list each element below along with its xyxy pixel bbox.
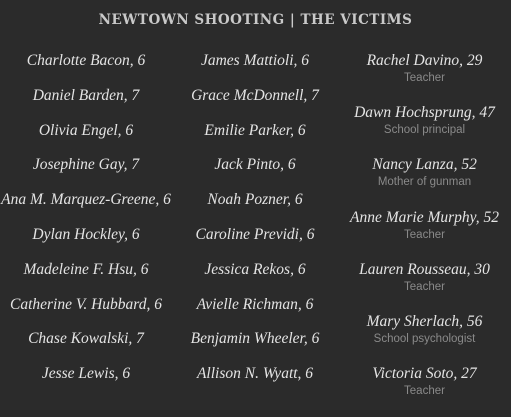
list-item bbox=[172, 156, 338, 191]
list-item bbox=[0, 52, 172, 87]
list-item bbox=[0, 261, 172, 296]
victim-name: Chase Kowalski, 7 bbox=[28, 330, 144, 348]
victim-name: Emilie Parker, 6 bbox=[204, 121, 306, 139]
list-item bbox=[0, 122, 172, 157]
victim-role: Teacher bbox=[404, 72, 445, 84]
list-item bbox=[338, 104, 511, 156]
list-item bbox=[172, 261, 338, 296]
list-item bbox=[338, 52, 511, 104]
victim-role: School psychologist bbox=[373, 332, 476, 345]
victim-name: Allison N. Wyatt, 6 bbox=[196, 365, 314, 383]
victim-name: Jack Pinto, 6 bbox=[214, 156, 296, 174]
list-item bbox=[0, 191, 172, 226]
victim-name: Jessica Rekos, 6 bbox=[204, 260, 306, 278]
victim-name: Grace McDonnell, 7 bbox=[191, 86, 319, 104]
list-item bbox=[172, 296, 338, 331]
list-item bbox=[0, 87, 172, 122]
list-item bbox=[172, 330, 338, 365]
list-item bbox=[338, 313, 511, 365]
list-item bbox=[172, 191, 338, 226]
list-item bbox=[338, 156, 511, 208]
victim-name: Victoria Soto, 27 bbox=[372, 365, 477, 383]
victim-name: Jesse Lewis, 6 bbox=[41, 365, 131, 383]
list-item bbox=[0, 156, 172, 191]
victim-role: Teacher bbox=[404, 280, 445, 293]
victim-name: Charlotte Bacon, 6 bbox=[26, 52, 146, 69]
victim-name: Josephine Gay, 7 bbox=[32, 156, 140, 174]
victim-role: Teacher bbox=[404, 228, 445, 241]
list-item bbox=[172, 122, 338, 157]
victim-name: Mary Sherlach, 56 bbox=[366, 312, 483, 330]
victim-role: School principal bbox=[383, 124, 466, 137]
victim-name: Nancy Lanza, 52 bbox=[372, 156, 477, 174]
victim-role: Teacher bbox=[404, 385, 445, 398]
victims-column-left bbox=[0, 52, 172, 400]
list-item bbox=[172, 52, 338, 87]
victim-name: Daniel Barden, 7 bbox=[32, 86, 140, 104]
victims-column-middle bbox=[172, 52, 338, 400]
list-item bbox=[0, 226, 172, 261]
victim-name: Dylan Hockley, 6 bbox=[32, 225, 140, 243]
victim-name: Olivia Engel, 6 bbox=[38, 121, 134, 139]
victim-name: James Mattioli, 6 bbox=[200, 52, 310, 69]
list-item bbox=[0, 296, 172, 331]
list-item bbox=[338, 209, 511, 261]
victim-name: Benjamin Wheeler, 6 bbox=[190, 330, 320, 348]
victim-name: Catherine V. Hubbard, 6 bbox=[10, 295, 162, 313]
list-item bbox=[338, 365, 511, 417]
victim-name: Anne Marie Murphy, 52 bbox=[350, 208, 499, 226]
list-item bbox=[172, 226, 338, 261]
victim-name: Rachel Davino, 29 bbox=[366, 52, 483, 69]
victim-name: Dawn Hochsprung, 47 bbox=[354, 104, 495, 122]
victim-name: Caroline Previdi, 6 bbox=[195, 225, 315, 243]
victim-name: Avielle Richman, 6 bbox=[196, 295, 314, 313]
list-item bbox=[0, 330, 172, 365]
list-item bbox=[0, 365, 172, 400]
victim-name: Lauren Rousseau, 30 bbox=[359, 260, 490, 278]
victim-name: Ana M. Marquez-Greene, 6 bbox=[1, 191, 171, 209]
victim-role: Mother of gunman bbox=[377, 176, 472, 189]
victim-name: Madeleine F. Hsu, 6 bbox=[23, 260, 149, 278]
list-item bbox=[172, 365, 338, 400]
list-item bbox=[172, 87, 338, 122]
page-title: NEWTOWN SHOOTING | THE VICTIMS bbox=[98, 12, 413, 28]
victims-column-adults bbox=[338, 52, 511, 417]
list-item bbox=[338, 261, 511, 313]
victim-name: Noah Pozner, 6 bbox=[207, 191, 303, 209]
